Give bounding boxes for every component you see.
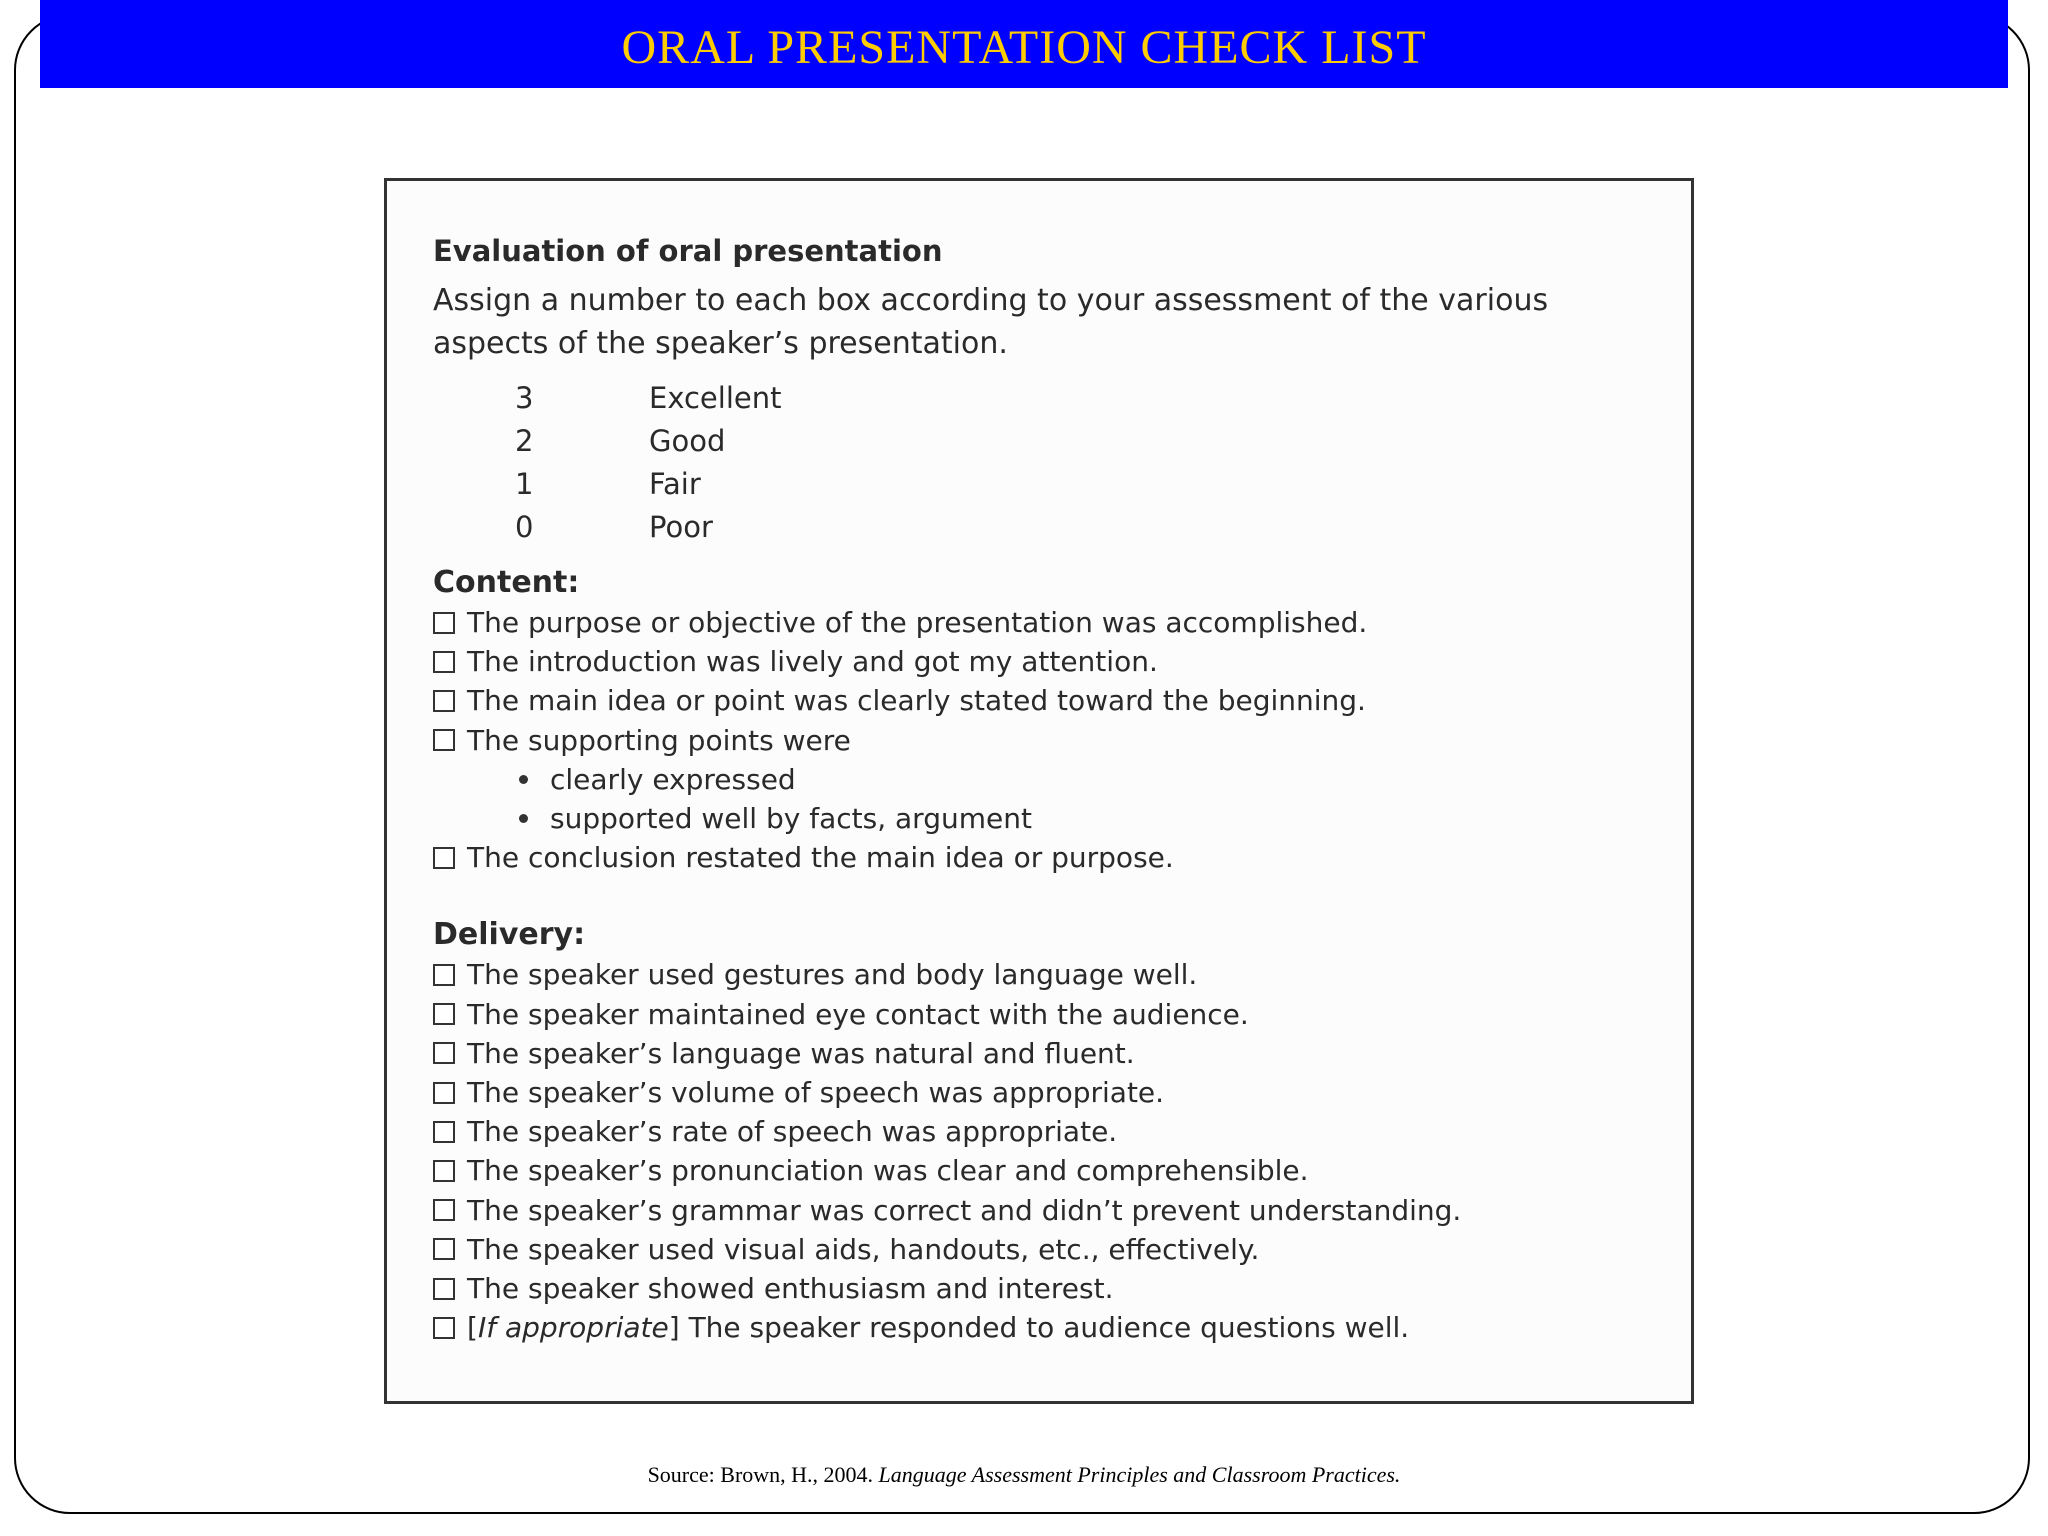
scale-value: 3 [515,381,534,415]
checkbox[interactable] [433,1042,455,1064]
delivery-heading: Delivery: [433,917,586,953]
scale-value: 2 [515,424,534,458]
checkbox[interactable] [433,1317,455,1339]
form-heading: Evaluation of oral presentation [433,234,943,268]
delivery-item [433,1269,1633,1308]
content-item-text: The purpose or objective of the presentation was accomplished. [467,606,1368,639]
content-item [433,603,1633,642]
checkbox[interactable] [433,1238,455,1260]
delivery-item-text: The speaker used visual aids, handouts, etc., effectively. [467,1232,1260,1266]
qualifier-text: If appropriate [477,1311,669,1345]
rating-scale [515,377,1633,549]
sub-item [433,760,1633,799]
checkbox[interactable] [433,1278,455,1300]
delivery-item [433,1073,1633,1112]
checkbox[interactable] [433,1199,455,1221]
sub-item [433,799,1633,838]
source-title: Language Assessment Principles and Classroom Practices. [878,1462,1401,1487]
checkbox[interactable] [433,612,455,634]
checkbox[interactable] [433,651,455,673]
content-item-text: The introduction was lively and got my attention. [467,645,1158,679]
checkbox[interactable] [433,1082,455,1104]
delivery-item-text: The speaker’s language was natural and fluent. [467,1036,1135,1070]
bullet-icon [519,775,528,784]
checkbox[interactable] [433,690,455,712]
checkbox[interactable] [433,1160,455,1182]
delivery-item-text: The speaker’s volume of speech was appropriate. [467,1076,1165,1110]
qualifier-close: ] [668,1311,680,1345]
sub-item-text: supported well by facts, argument [550,802,1032,836]
delivery-item [433,1112,1633,1151]
content-item-text: The conclusion restated the main idea or purpose. [467,841,1174,875]
form-content [433,231,1633,1347]
source-prefix: Source: Brown, H., 2004. [647,1462,879,1487]
qualifier-open: [ [467,1311,478,1345]
content-section [433,563,1633,877]
delivery-item [433,1230,1633,1269]
content-item [433,838,1633,877]
checkbox[interactable] [433,847,455,869]
content-item-text: The supporting points were [467,723,851,757]
checkbox[interactable] [433,1121,455,1143]
scale-label: Excellent [649,381,782,415]
delivery-item-text: The speaker’s rate of speech was appropriate. [467,1115,1118,1149]
scale-label: Poor [649,510,713,544]
content-item [433,721,1633,760]
slide-title: ORAL PRESENTATION CHECK LIST [621,21,1427,74]
delivery-item [433,995,1633,1034]
source-citation [0,1462,2048,1488]
title-bar [40,0,2008,88]
delivery-item [433,1151,1633,1190]
scale-value: 0 [515,510,534,544]
bullet-icon [519,814,528,823]
content-item-text: The main idea or point was clearly stated toward the beginning. [467,684,1366,718]
delivery-item-text: The speaker showed enthusiasm and interest. [467,1272,1114,1306]
sub-item-text: clearly expressed [550,762,796,796]
scale-row [515,506,1633,549]
delivery-item [433,1034,1633,1073]
delivery-item [433,1191,1633,1230]
delivery-item-text: The speaker used gestures and body language well. [467,958,1198,992]
delivery-item [433,955,1633,994]
delivery-item-text: The speaker’s grammar was correct and didn’t prevent understanding. [467,1193,1462,1227]
content-heading: Content: [433,565,580,600]
checkbox[interactable] [433,729,455,751]
checkbox[interactable] [433,964,455,986]
scale-row [515,377,1633,420]
delivery-item-text: The speaker’s pronunciation was clear and comprehensible. [467,1154,1309,1188]
scale-label: Good [649,424,726,458]
scale-row [515,420,1633,463]
delivery-item-text: The speaker maintained eye contact with the audience. [467,997,1249,1031]
evaluation-form [384,178,1694,1404]
delivery-item-text: The speaker responded to audience questions well. [679,1311,1410,1345]
delivery-section [433,915,1633,1347]
scale-label: Fair [649,467,701,501]
form-instructions: Assign a number to each box according to your assessment of the various aspects of the speaker’s presentation. [433,283,1549,361]
content-item [433,681,1633,720]
delivery-item [433,1308,1633,1347]
content-item [433,642,1633,681]
scale-value: 1 [515,467,534,501]
checkbox[interactable] [433,1003,455,1025]
scale-row [515,463,1633,506]
